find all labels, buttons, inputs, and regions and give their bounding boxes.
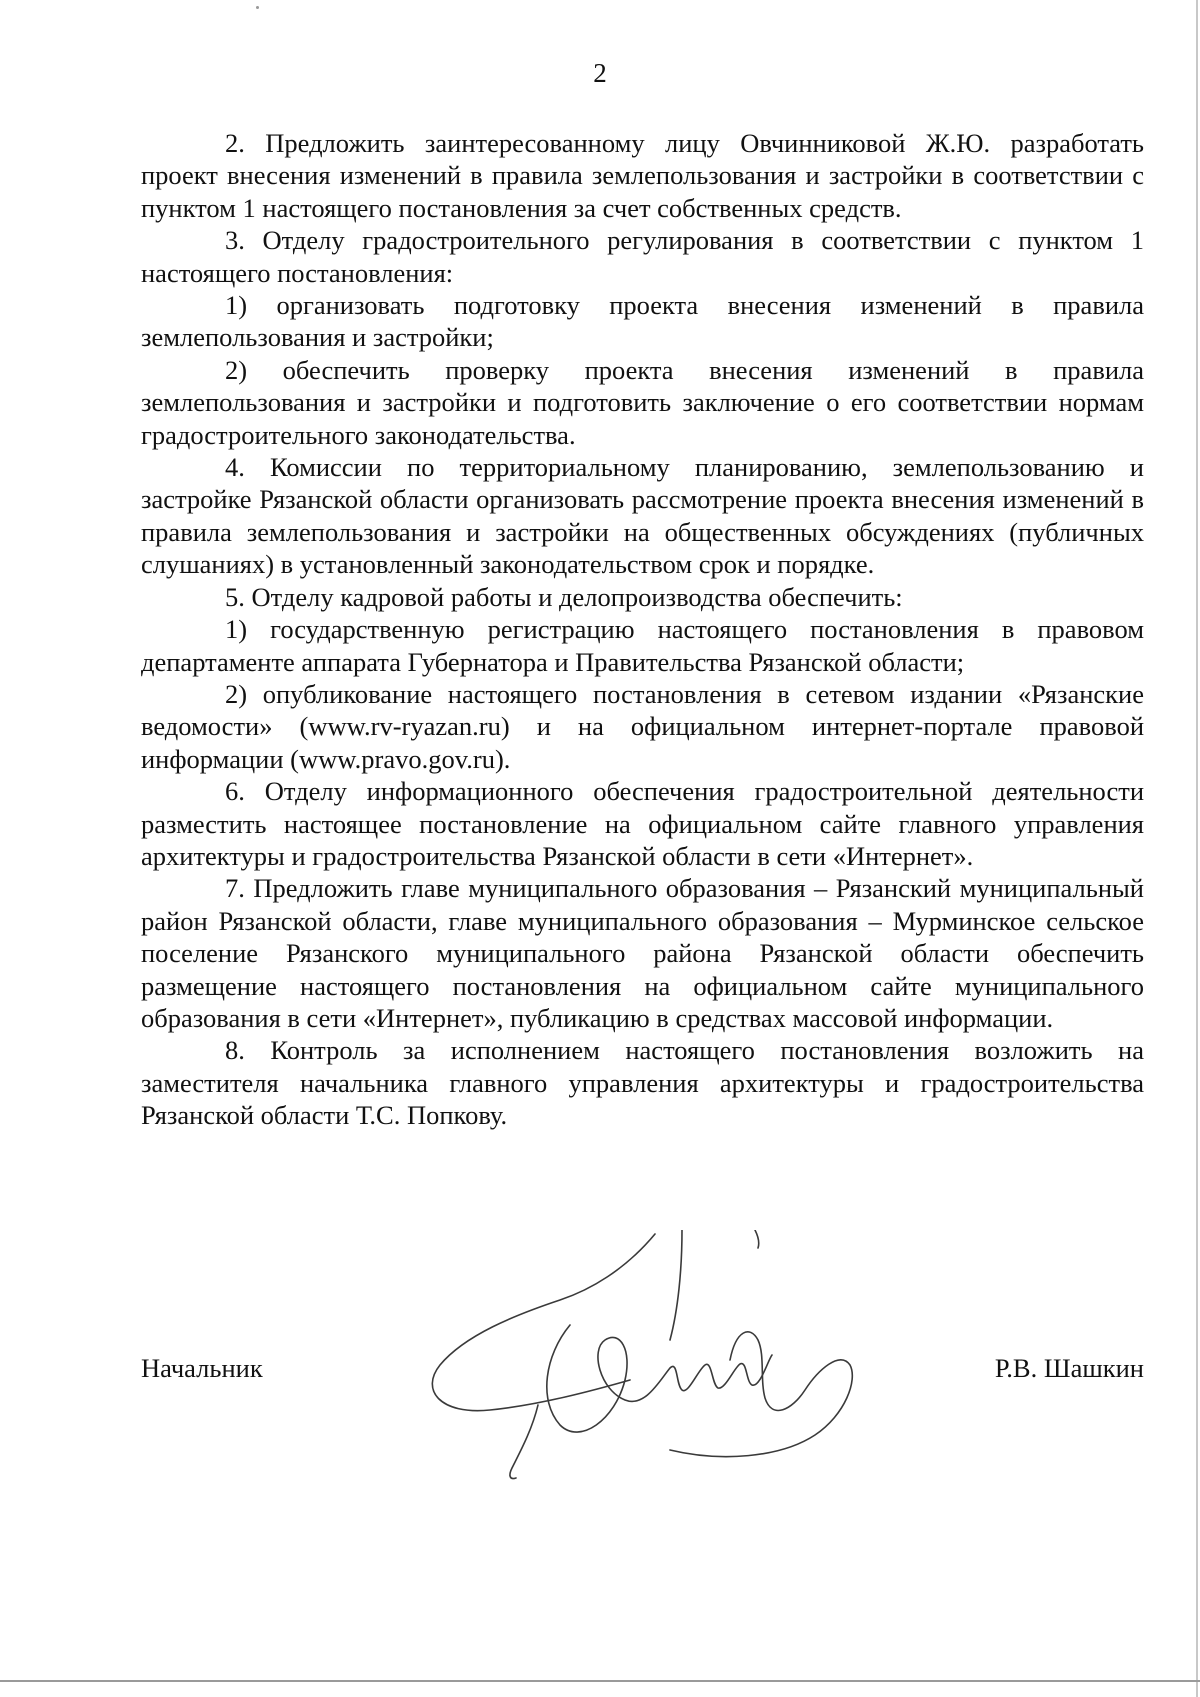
paragraph-8: 8. Контроль за исполнением настоящего постановления возложить на заместителя начальника главного управления архитектуры и градостроительства Рязанской области Т.С. Попкову.	[141, 1035, 1144, 1131]
page-number: 2	[593, 58, 607, 88]
paragraph-3-item-1: 1) организовать подготовку проекта внесения изменений в правила землепользования и застройки;	[141, 290, 1144, 353]
paragraph-2: 2. Предложить заинтересованному лицу Овчинниковой Ж.Ю. разработать проект внесения изменений в правила землепользования и застройки в соответствии с пунктом 1 настоящего постановления за счет собственных средств.	[141, 128, 1144, 223]
paragraph-3: 3. Отделу градостроительного регулирования в соответствии с пунктом 1 настоящего постановления:	[141, 225, 1144, 288]
document-body	[141, 127, 1144, 1132]
paragraph-3-item-2: 2) обеспечить проверку проекта внесения изменений в правила землепользования и застройки и подготовить заключение о его соответствии нормам градостроительного законодательства.	[141, 354, 1144, 450]
paragraph-5-item-2: 2) опубликование настоящего постановления в сетевом издании «Рязанские ведомости» (www.rv-ryazan.ru) и на официальном интернет-портале правовой информации (www.pravo.gov.ru).	[141, 678, 1144, 774]
signature-block	[141, 1352, 1144, 1392]
paragraph-7: 7. Предложить главе муниципального образования – Рязанский муниципальный район Рязанской области, главе муниципального образования – Мурминское сельское поселение Рязанского муниципального района Рязанской области обеспечить размещение настоящего постановления на официальном сайте муниципального образования в сети «Интернет», публикацию в средствах массовой информации.	[141, 873, 1144, 1033]
signatory-name: Р.В. Шашкин	[994, 1353, 1144, 1383]
bottom-divider	[0, 1680, 1200, 1682]
paragraph-4: 4. Комиссии по территориальному планированию, землепользованию и застройке Рязанской области организовать рассмотрение проекта внесения изменений в правила землепользования и застройки на общественных обсуждениях (публичных слушаниях) в установленный законодательством срок и порядке.	[141, 452, 1144, 580]
signatory-position: Начальник	[141, 1353, 263, 1383]
scan-artifact	[256, 6, 259, 9]
paragraph-5-item-1: 1) государственную регистрацию настоящего постановления в правовом департаменте аппарата Губернатора и Правительства Рязанской области;	[141, 614, 1144, 677]
page-edge	[1196, 0, 1198, 1697]
paragraph-6: 6. Отделу информационного обеспечения градостроительной деятельности разместить настоящее постановление на официальном сайте главного управления архитектуры и градостроительства Рязанской области в сети «Интернет».	[141, 776, 1144, 871]
paragraph-5: 5. Отделу кадровой работы и делопроизводства обеспечить:	[225, 581, 903, 612]
